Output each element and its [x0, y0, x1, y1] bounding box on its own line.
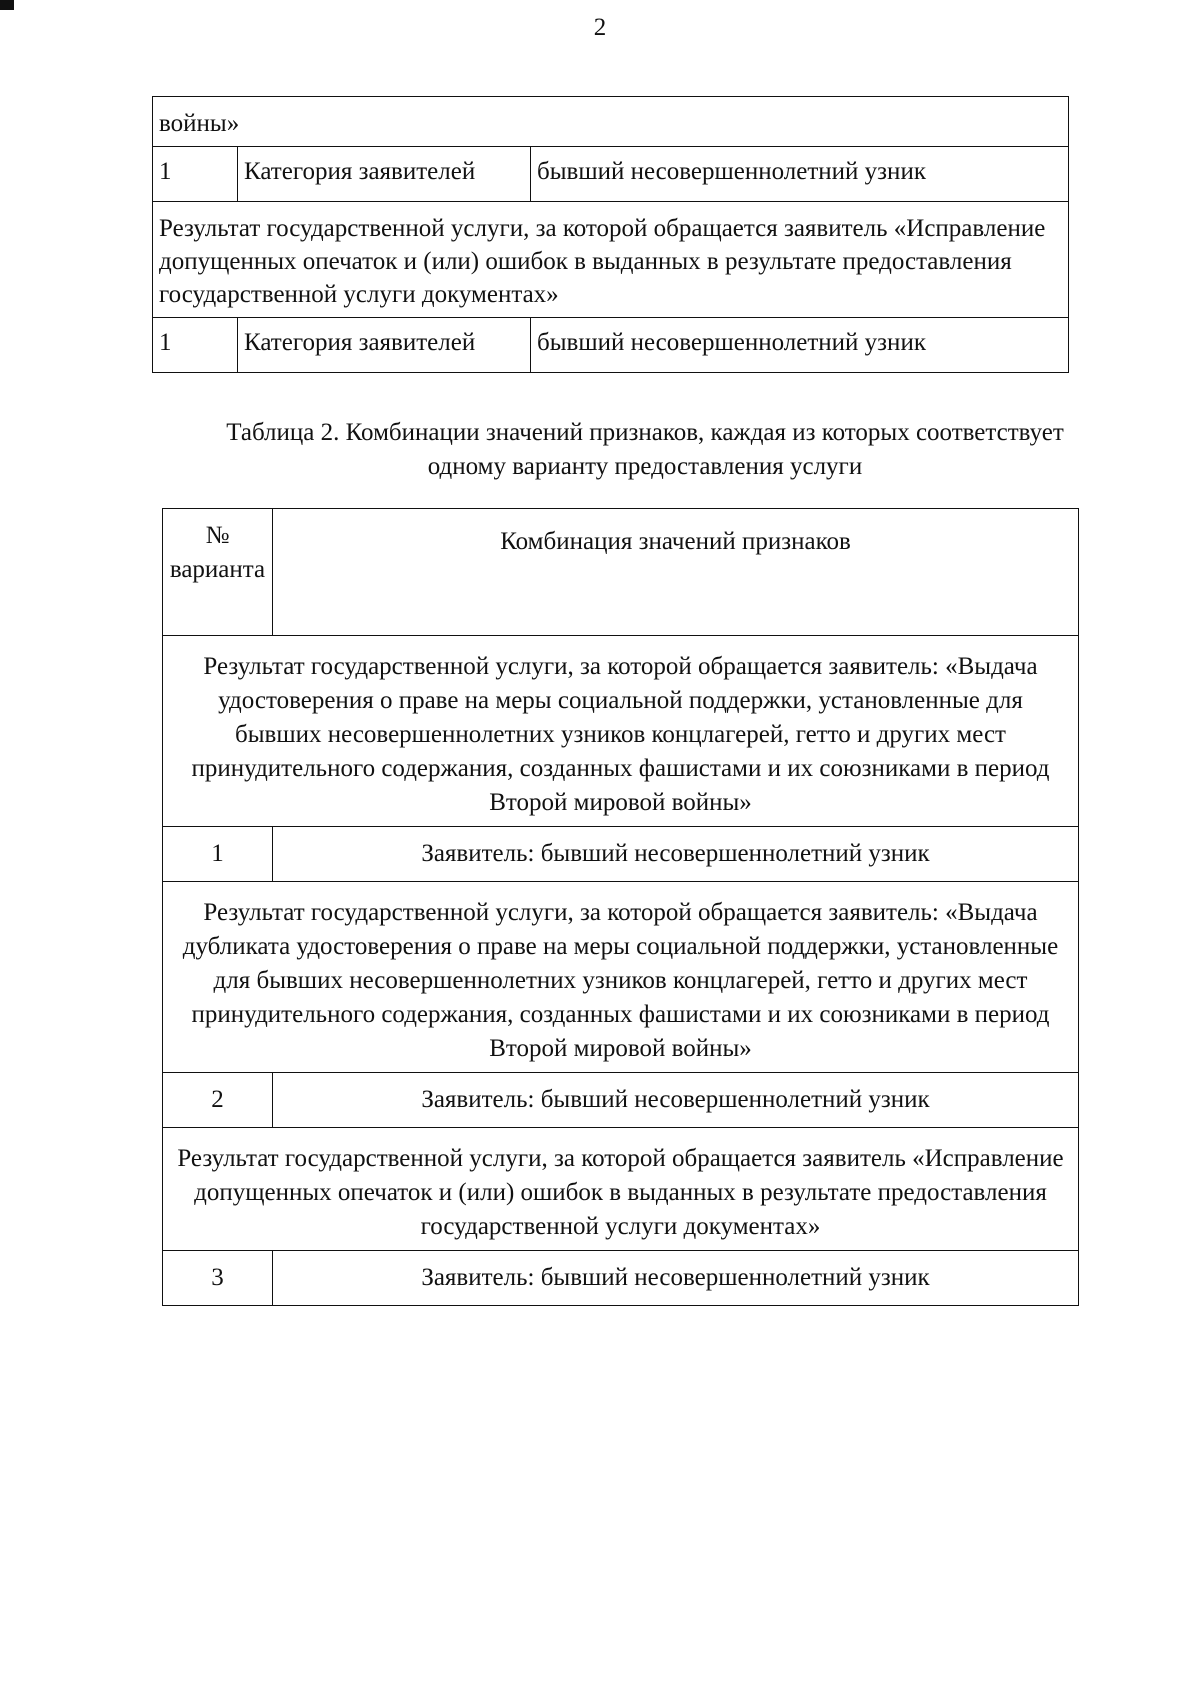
- variant-row: [163, 1073, 1079, 1128]
- service-result-cell: Результат государственной услуги, за которой обращается заявитель: «Выдача удостоверения о праве на меры социальной поддержки, установленные для бывших несовершеннолетних узников концлагерей, гетто и других мест принудительного содержания, созданных фашистами и их союзниками в период Второй мировой войны»: [163, 636, 1079, 827]
- variant-number-header: № варианта: [163, 509, 273, 636]
- row-number: 1: [153, 147, 238, 202]
- header-row: [163, 509, 1079, 636]
- row-number: 1: [153, 318, 238, 373]
- variant-number: 3: [163, 1251, 273, 1306]
- continued-text-cell: войны»: [153, 97, 1069, 147]
- variant-combination: Заявитель: бывший несовершеннолетний узник: [273, 1251, 1079, 1306]
- service-result-cell: Результат государственной услуги, за которой обращается заявитель «Исправление допущенных опечаток и (или) ошибок в выданных в результате предоставления государственной услуги документах»: [153, 202, 1069, 318]
- variant-number: 1: [163, 827, 273, 882]
- variant-number: 2: [163, 1073, 273, 1128]
- table-row: [153, 318, 1069, 373]
- table-caption: [150, 416, 1140, 484]
- variant-row: [163, 827, 1079, 882]
- caption-line-2: одному варианту предоставления услуги: [427, 453, 863, 480]
- attribute-value: бывший несовершеннолетний узник: [531, 318, 1069, 373]
- service-categories-table: [152, 96, 1069, 373]
- service-result-cell: Результат государственной услуги, за которой обращается заявитель «Исправление допущенных опечаток и (или) ошибок в выданных в результате предоставления государственной услуги документах»: [163, 1128, 1079, 1251]
- table-row: [153, 147, 1069, 202]
- page-number: 2: [593, 14, 607, 41]
- variants-table: [162, 508, 1079, 1306]
- attribute-value: бывший несовершеннолетний узник: [531, 147, 1069, 202]
- variant-combination: Заявитель: бывший несовершеннолетний узник: [273, 827, 1079, 882]
- attribute-label: Категория заявителей: [238, 318, 531, 373]
- combination-header: Комбинация значений признаков: [273, 509, 1079, 636]
- service-result-cell: Результат государственной услуги, за которой обращается заявитель: «Выдача дубликата удостоверения о праве на меры социальной поддержки, установленные для бывших несовершеннолетних узников концлагерей, гетто и других мест принудительного содержания, созданных фашистами и их союзниками в период Второй мировой войны»: [163, 882, 1079, 1073]
- scan-corner-mark: [0, 0, 14, 10]
- variant-combination: Заявитель: бывший несовершеннолетний узник: [273, 1073, 1079, 1128]
- caption-line-1: Таблица 2. Комбинации значений признаков, каждая из которых соответствует: [226, 419, 1064, 446]
- variant-row: [163, 1251, 1079, 1306]
- attribute-label: Категория заявителей: [238, 147, 531, 202]
